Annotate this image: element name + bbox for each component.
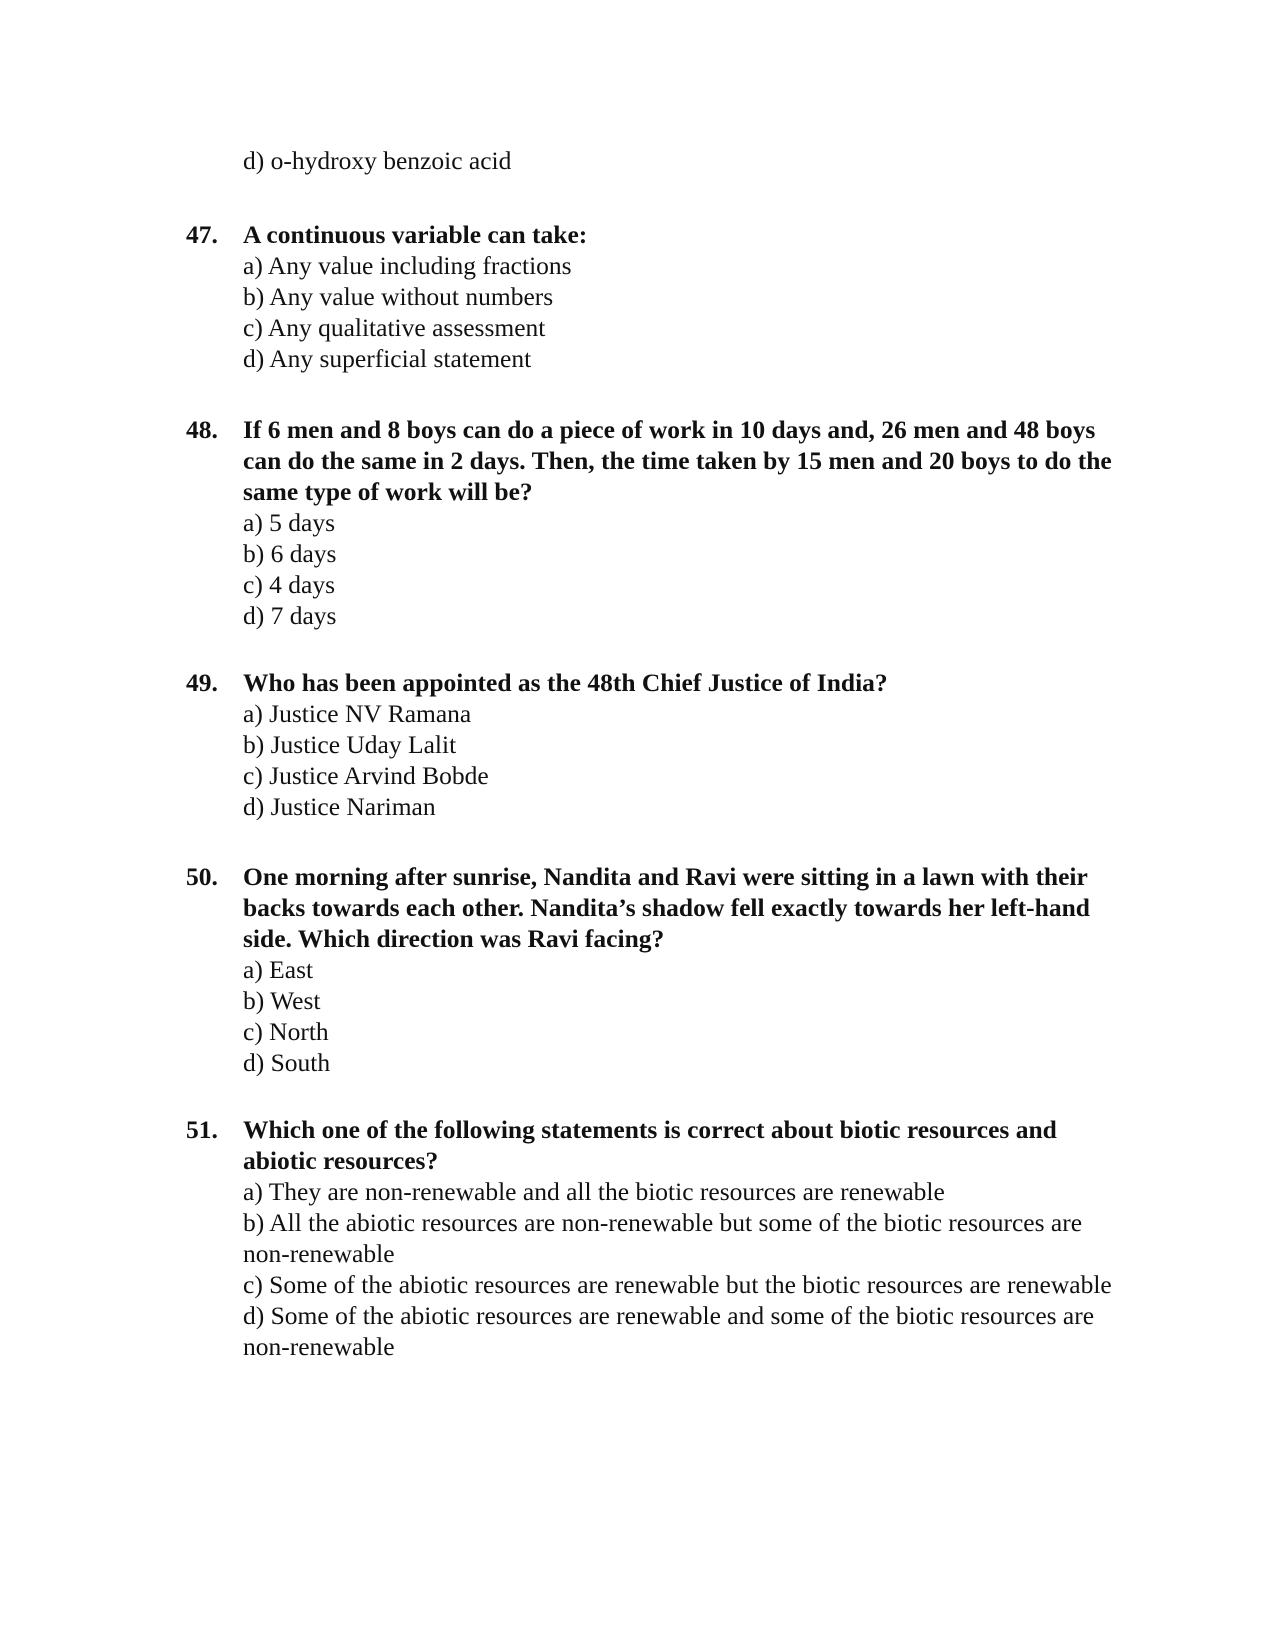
- option-c: c) North: [243, 1017, 329, 1046]
- option-b: b) All the abiotic resources are non-renewable but some of the biotic resources are non-renewable: [243, 1208, 1083, 1268]
- question-number: 50.: [186, 862, 218, 891]
- option-c: c) Justice Arvind Bobde: [243, 761, 489, 790]
- question-47: [186, 219, 1126, 374]
- option-c: c) Any qualitative assessment: [243, 313, 546, 342]
- question-text: A continuous variable can take:: [243, 220, 588, 249]
- question-48: [186, 414, 1126, 631]
- option-b: b) Any value without numbers: [243, 282, 554, 311]
- question-50: [186, 861, 1126, 1078]
- option-d: d) Any superficial statement: [243, 344, 532, 373]
- option-d: d) 7 days: [243, 601, 337, 630]
- option-d: d) Justice Nariman: [243, 792, 436, 821]
- option-d: d) Some of the abiotic resources are renewable and some of the biotic resources are non-renewable: [243, 1301, 1095, 1361]
- question-text: If 6 men and 8 boys can do a piece of work in 10 days and, 26 men and 48 boys can do the same in 2 days. Then, the time taken by 15 men and 20 boys to do the same type of work will be?: [243, 415, 1112, 506]
- carryover-option: d) o-hydroxy benzoic acid: [243, 146, 512, 175]
- option-c: c) 4 days: [243, 570, 336, 599]
- question-number: 47.: [186, 220, 218, 249]
- option-b: b) Justice Uday Lalit: [243, 730, 457, 759]
- question-number: 51.: [186, 1115, 218, 1144]
- option-a: a) Justice NV Ramana: [243, 699, 472, 728]
- question-51: [186, 1114, 1126, 1362]
- option-a: a) Any value including fractions: [243, 251, 572, 280]
- question-text: Which one of the following statements is correct about biotic resources and abiotic resources?: [243, 1115, 1057, 1175]
- option-b: b) 6 days: [243, 539, 337, 568]
- question-number: 48.: [186, 415, 218, 444]
- question-49: [186, 667, 1126, 822]
- option-b: b) West: [243, 986, 321, 1015]
- option-c: c) Some of the abiotic resources are renewable but the biotic resources are renewable: [243, 1270, 1112, 1299]
- question-number: 49.: [186, 668, 218, 697]
- question-text: Who has been appointed as the 48th Chief Justice of India?: [243, 668, 888, 697]
- option-a: a) 5 days: [243, 508, 336, 537]
- question-text: One morning after sunrise, Nandita and Ravi were sitting in a lawn with their backs towards each other. Nandita’s shadow fell exactly towards her left-hand side. Which direction was Ravi facing?: [243, 862, 1090, 953]
- option-d: d) South: [243, 1048, 331, 1077]
- option-a: a) East: [243, 955, 314, 984]
- option-a: a) They are non-renewable and all the biotic resources are renewable: [243, 1177, 945, 1206]
